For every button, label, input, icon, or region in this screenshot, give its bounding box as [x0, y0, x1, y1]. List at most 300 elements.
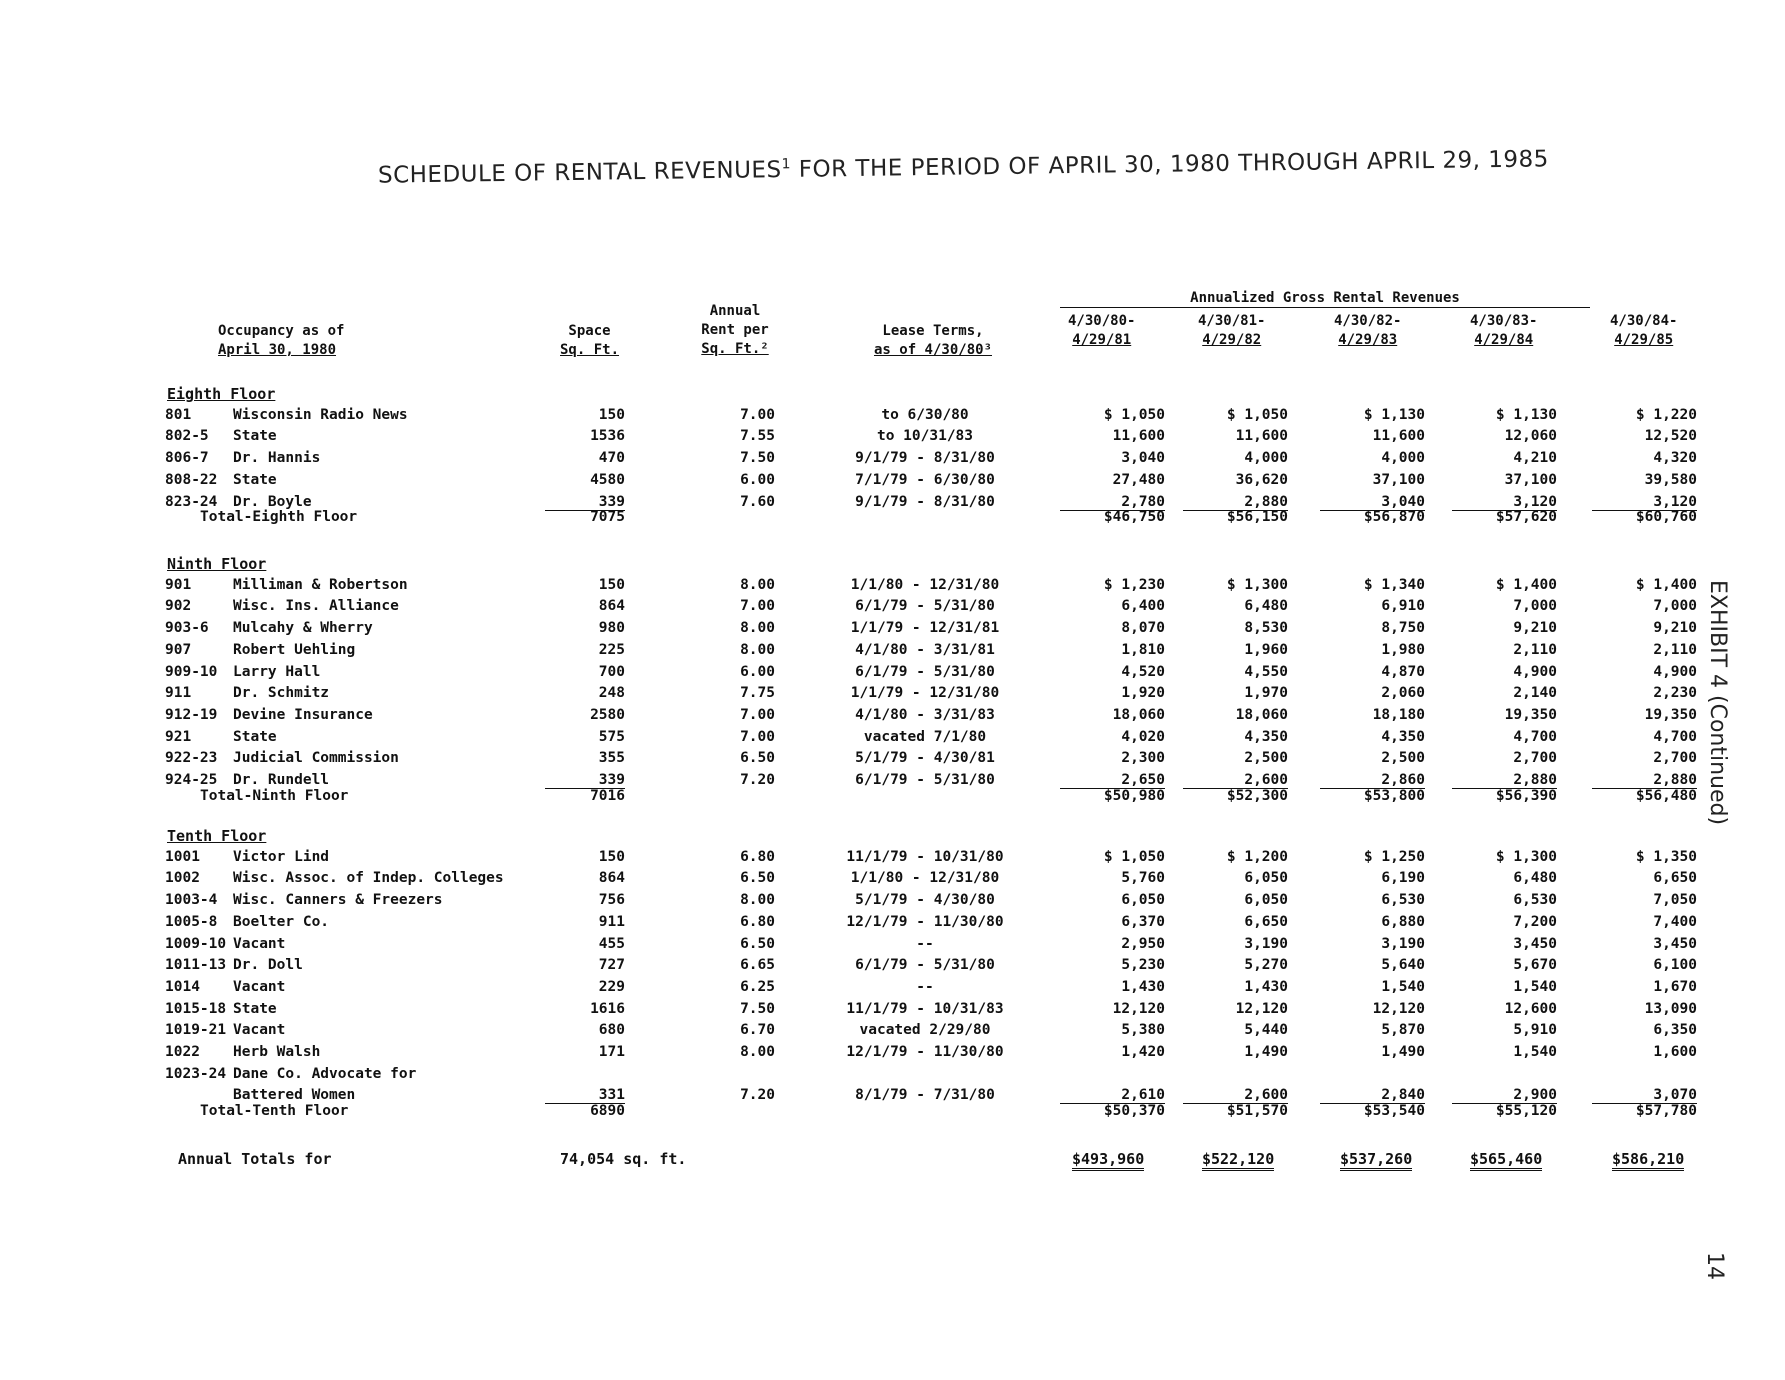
revenue-period-5: 6,650	[1653, 870, 1697, 887]
table-row	[0, 1022, 1785, 1044]
revenue-period-2: 1,970	[1244, 685, 1288, 702]
header-period-2-start: 4/30/81-	[1198, 313, 1266, 329]
lease-terms: 9/1/79 - 8/31/80	[855, 450, 995, 467]
revenue-period-5: $ 1,220	[1635, 406, 1697, 423]
unit-number: 1019-21	[165, 1022, 227, 1039]
unit-number: 1015-18	[165, 1000, 227, 1017]
space-sqft: 575	[598, 728, 625, 745]
revenue-period-1: 18,060	[1112, 706, 1165, 723]
rent-per-sqft: 7.20	[740, 1087, 775, 1104]
table-row	[0, 936, 1785, 958]
revenue-period-5: 4,900	[1653, 663, 1697, 680]
revenue-period-2: 8,530	[1244, 620, 1288, 637]
revenue-period-1: 2,780	[1060, 494, 1165, 511]
tenant-name: Herb Walsh	[233, 1044, 321, 1060]
lease-terms: 11/1/79 - 10/31/80	[846, 848, 1004, 865]
table-row	[0, 577, 1785, 599]
unit-number: 801	[165, 406, 192, 423]
revenue-period-4: 5,670	[1513, 957, 1557, 974]
revenue-period-1: 1,920	[1121, 685, 1165, 702]
section-total-period-5: $56,480	[1635, 787, 1697, 804]
section-total-period-3: $53,800	[1363, 787, 1425, 804]
revenue-period-5: $ 1,350	[1635, 848, 1697, 865]
revenue-period-2: 5,270	[1244, 957, 1288, 974]
space-sqft: 225	[598, 641, 625, 658]
revenue-period-4: 4,210	[1513, 450, 1557, 467]
tenant-name: Dr. Boyle	[233, 493, 312, 510]
revenue-period-4: 9,210	[1513, 620, 1557, 637]
table-row	[0, 979, 1785, 1001]
section-total-label: Total-Ninth Floor	[200, 787, 349, 804]
revenue-period-1: 4,520	[1121, 663, 1165, 680]
header-occupancy	[218, 322, 344, 360]
table-row	[0, 957, 1785, 979]
rent-per-sqft: 7.00	[740, 728, 775, 745]
revenue-period-3: 18,180	[1372, 706, 1425, 723]
rent-per-sqft: 7.00	[740, 406, 775, 423]
revenue-period-4: 12,600	[1504, 1000, 1557, 1017]
unit-number: 1001	[165, 848, 200, 865]
revenue-period-2: 4,350	[1244, 728, 1288, 745]
header-period-5-end: 4/29/85	[1614, 332, 1674, 348]
rent-per-sqft: 8.00	[740, 620, 775, 637]
table-row	[0, 870, 1785, 892]
revenue-period-3: 4,350	[1381, 728, 1425, 745]
lease-terms: 6/1/79 - 5/31/80	[855, 663, 995, 680]
section-total-period-4: $56,390	[1495, 787, 1557, 804]
revenue-period-5: 3,070	[1592, 1087, 1697, 1104]
revenue-period-1: 3,040	[1121, 450, 1165, 467]
unit-number: 1011-13	[165, 957, 227, 974]
revenue-period-3: 6,910	[1381, 598, 1425, 615]
revenue-period-3: 1,980	[1381, 641, 1425, 658]
header-period-1-end: 4/29/81	[1072, 332, 1132, 348]
header-period-1-start: 4/30/80-	[1068, 313, 1136, 329]
space-sqft: 4580	[590, 471, 625, 488]
revenue-period-2: 1,960	[1244, 641, 1288, 658]
table-row	[0, 707, 1785, 729]
revenue-period-1: 4,020	[1121, 728, 1165, 745]
revenue-period-4: 2,110	[1513, 641, 1557, 658]
table-row	[0, 1066, 1785, 1088]
revenue-period-2: 5,440	[1244, 1022, 1288, 1039]
section-title: Tenth Floor	[167, 827, 267, 845]
header-period-4	[1470, 312, 1537, 350]
space-sqft: 2580	[590, 706, 625, 723]
header-space-line1: Space	[568, 323, 611, 339]
revenue-period-4: 7,200	[1513, 913, 1557, 930]
section-total-row	[0, 509, 1785, 531]
unit-number: 907	[165, 641, 192, 658]
revenue-period-2: 4,000	[1244, 450, 1288, 467]
lease-terms: 5/1/79 - 4/30/81	[855, 750, 995, 767]
revenue-period-4: 5,910	[1513, 1022, 1557, 1039]
revenue-period-5: 4,320	[1653, 450, 1697, 467]
table-row	[0, 642, 1785, 664]
revenue-period-5: 2,230	[1653, 685, 1697, 702]
revenue-period-3: 37,100	[1372, 471, 1425, 488]
space-sqft: 229	[598, 978, 625, 995]
revenue-period-2: 3,190	[1244, 935, 1288, 952]
tenant-name: Dr. Doll	[233, 957, 303, 974]
section-total-period-5: $60,760	[1635, 509, 1697, 526]
tenant-name: Dr. Hannis	[233, 450, 321, 467]
revenue-period-5: 13,090	[1644, 1000, 1697, 1017]
unit-number: 901	[165, 576, 192, 593]
rent-per-sqft: 8.00	[740, 892, 775, 909]
rent-per-sqft: 6.50	[740, 750, 775, 767]
revenue-period-2: 1,490	[1244, 1044, 1288, 1060]
revenue-period-3: 6,190	[1381, 870, 1425, 887]
unit-number: 924-25	[165, 772, 218, 788]
unit-number: 806-7	[165, 450, 209, 467]
tenant-name: Battered Women	[233, 1087, 356, 1104]
rent-per-sqft: 7.55	[740, 428, 775, 445]
revenue-period-2: 36,620	[1235, 471, 1288, 488]
table-row	[0, 750, 1785, 772]
unit-number: 1022	[165, 1044, 200, 1060]
unit-number: 1005-8	[165, 913, 218, 930]
revenue-period-5: 2,110	[1653, 641, 1697, 658]
revenue-period-1: 11,600	[1112, 428, 1165, 445]
rent-per-sqft: 7.75	[740, 685, 775, 702]
revenue-period-3: $ 1,130	[1363, 406, 1425, 423]
section-total-space: 6890	[590, 1103, 625, 1120]
space-sqft: 331	[545, 1087, 625, 1104]
section-total-period-2: $51,570	[1226, 1103, 1288, 1120]
revenue-period-3: 3,040	[1320, 494, 1425, 511]
revenue-period-5: 6,350	[1653, 1022, 1697, 1039]
lease-terms: vacated 2/29/80	[859, 1022, 991, 1039]
space-sqft: 455	[598, 935, 625, 952]
revenue-period-1: 6,050	[1121, 892, 1165, 909]
section-total-label: Total-Tenth Floor	[200, 1103, 349, 1120]
rent-per-sqft: 7.00	[740, 598, 775, 615]
revenue-period-4: 2,900	[1452, 1087, 1557, 1104]
revenue-period-3: 3,190	[1381, 935, 1425, 952]
revenue-period-5: 1,670	[1653, 978, 1697, 995]
revenue-period-1: 6,400	[1121, 598, 1165, 615]
rent-per-sqft: 6.80	[740, 848, 775, 865]
revenue-period-3: 5,640	[1381, 957, 1425, 974]
header-lease-line2: as of 4/30/80³	[873, 342, 992, 358]
unit-number: 802-5	[165, 428, 209, 445]
revenue-period-1: 2,950	[1121, 935, 1165, 952]
tenant-name: Milliman & Robertson	[233, 576, 408, 593]
header-period-2	[1198, 312, 1265, 350]
space-sqft: 171	[598, 1044, 625, 1060]
revenue-period-1: 2,650	[1060, 772, 1165, 789]
tenant-name: Boelter Co.	[233, 913, 330, 930]
space-sqft: 470	[598, 450, 625, 467]
rent-per-sqft: 7.50	[740, 450, 775, 467]
tenant-name: Mulcahy & Wherry	[233, 620, 373, 637]
table-row	[0, 892, 1785, 914]
lease-terms: 1/1/80 - 12/31/80	[850, 870, 1000, 887]
section-total-label: Total-Eighth Floor	[200, 509, 358, 526]
revenue-period-3: $ 1,250	[1363, 848, 1425, 865]
revenue-period-1: 1,430	[1121, 978, 1165, 995]
revenue-period-4: $ 1,130	[1495, 406, 1557, 423]
section-total-space: 7075	[590, 509, 625, 526]
section-total-period-1: $50,980	[1103, 787, 1165, 804]
section-title: Eighth Floor	[167, 385, 276, 403]
revenue-period-3: 4,870	[1381, 663, 1425, 680]
header-rent-line0: Annual	[709, 303, 761, 319]
header-period-5	[1610, 312, 1677, 350]
revenue-period-5: 2,700	[1653, 750, 1697, 767]
header-occupancy-line2: April 30, 1980	[218, 342, 337, 358]
tenant-name: Wisc. Ins. Alliance	[233, 598, 399, 615]
revenue-period-3: 1,490	[1381, 1044, 1425, 1060]
grand-total-period-4: $565,460	[1470, 1150, 1542, 1171]
lease-terms: 6/1/79 - 5/31/80	[855, 957, 995, 974]
table-row	[0, 729, 1785, 751]
header-period-4-end: 4/29/84	[1474, 332, 1534, 348]
space-sqft: 756	[598, 892, 625, 909]
section-total-space: 7016	[590, 787, 625, 804]
revenue-period-5: 7,050	[1653, 892, 1697, 909]
header-period-5-start: 4/30/84-	[1610, 313, 1678, 329]
lease-terms: 12/1/79 - 11/30/80	[846, 913, 1004, 930]
revenue-period-2: $ 1,300	[1226, 576, 1288, 593]
space-sqft: 700	[598, 663, 625, 680]
table-row	[0, 914, 1785, 936]
revenue-period-2: 6,050	[1244, 870, 1288, 887]
header-rent-line1: Rent per	[701, 322, 769, 338]
revenue-period-5: $ 1,400	[1635, 576, 1697, 593]
revenue-period-4: 19,350	[1504, 706, 1557, 723]
section-total-row	[0, 788, 1785, 810]
revenue-period-3: 2,060	[1381, 685, 1425, 702]
revenue-period-1: $ 1,050	[1103, 406, 1165, 423]
space-sqft: 339	[545, 772, 625, 789]
section-total-row	[0, 1103, 1785, 1125]
section-total-period-4: $55,120	[1495, 1103, 1557, 1120]
space-sqft: 980	[598, 620, 625, 637]
lease-terms: 12/1/79 - 11/30/80	[846, 1044, 1004, 1060]
header-period-2-end: 4/29/82	[1202, 332, 1262, 348]
revenue-period-2: 6,480	[1244, 598, 1288, 615]
table-row	[0, 1001, 1785, 1023]
revenue-period-4: 1,540	[1513, 978, 1557, 995]
revenue-period-2: 2,500	[1244, 750, 1288, 767]
revenue-period-4: $ 1,300	[1495, 848, 1557, 865]
revenue-period-2: $ 1,200	[1226, 848, 1288, 865]
revenue-period-5: 7,400	[1653, 913, 1697, 930]
revenue-period-1: 1,810	[1121, 641, 1165, 658]
revenue-period-4: 7,000	[1513, 598, 1557, 615]
tenant-name: Dr. Rundell	[233, 772, 330, 788]
page-number: 14	[1702, 1252, 1727, 1280]
revenue-period-2: 1,430	[1244, 978, 1288, 995]
revenue-period-4: 37,100	[1504, 471, 1557, 488]
tenant-name: State	[233, 728, 277, 745]
rent-per-sqft: 6.50	[740, 935, 775, 952]
table-row	[0, 849, 1785, 871]
rent-per-sqft: 6.80	[740, 913, 775, 930]
header-space-line2: Sq. Ft.	[560, 342, 620, 358]
revenue-period-4: $ 1,400	[1495, 576, 1557, 593]
space-sqft: 248	[598, 685, 625, 702]
tenant-name: State	[233, 428, 277, 445]
revenue-period-1: 12,120	[1112, 1000, 1165, 1017]
revenue-period-1: 8,070	[1121, 620, 1165, 637]
revenue-period-1: 2,610	[1060, 1087, 1165, 1104]
unit-number: 1002	[165, 870, 200, 887]
revenue-period-3: 12,120	[1372, 1000, 1425, 1017]
rent-per-sqft: 8.00	[740, 1044, 775, 1060]
header-period-3	[1334, 312, 1401, 350]
section-total-period-3: $56,870	[1363, 509, 1425, 526]
rent-per-sqft: 6.25	[740, 978, 775, 995]
space-sqft: 1616	[590, 1000, 625, 1017]
grand-total-period-1: $493,960	[1072, 1150, 1144, 1171]
tenant-name: Wisconsin Radio News	[233, 406, 408, 423]
space-sqft: 1536	[590, 428, 625, 445]
revenue-period-2: 6,050	[1244, 892, 1288, 909]
revenue-period-3: 2,500	[1381, 750, 1425, 767]
tenant-name: Vacant	[233, 935, 286, 952]
revenue-period-5: 1,600	[1653, 1044, 1697, 1060]
header-occupancy-line1: Occupancy as of	[218, 323, 345, 339]
header-rent	[690, 302, 780, 359]
section-title: Ninth Floor	[167, 555, 267, 573]
table-row	[0, 450, 1785, 472]
tenant-name: Wisc. Canners & Freezers	[233, 892, 443, 909]
header-period-3-end: 4/29/83	[1338, 332, 1398, 348]
revenue-period-5: 6,100	[1653, 957, 1697, 974]
table-row	[0, 407, 1785, 429]
header-lease	[858, 322, 1008, 360]
lease-terms: to 6/30/80	[881, 406, 969, 423]
revenue-period-5: 39,580	[1644, 471, 1697, 488]
header-period-4-start: 4/30/83-	[1470, 313, 1538, 329]
unit-number: 911	[165, 685, 192, 702]
revenue-period-4: 3,120	[1452, 494, 1557, 511]
revenue-period-2: 11,600	[1235, 428, 1288, 445]
revenue-period-1: 6,370	[1121, 913, 1165, 930]
revenue-period-4: 2,880	[1452, 772, 1557, 789]
unit-number: 902	[165, 598, 192, 615]
revenue-period-4: 4,700	[1513, 728, 1557, 745]
header-lease-line1: Lease Terms,	[882, 323, 984, 339]
revenue-period-1: 2,300	[1121, 750, 1165, 767]
revenue-period-4: 12,060	[1504, 428, 1557, 445]
revenue-period-1: $ 1,050	[1103, 848, 1165, 865]
tenant-name: Judicial Commission	[233, 750, 399, 767]
tenant-name: Robert Uehling	[233, 641, 356, 658]
revenue-period-5: 12,520	[1644, 428, 1697, 445]
rent-per-sqft: 6.65	[740, 957, 775, 974]
unit-number: 823-24	[165, 493, 218, 510]
rent-per-sqft: 7.00	[740, 706, 775, 723]
revenue-period-5: 2,880	[1592, 772, 1697, 789]
unit-number: 909-10	[165, 663, 218, 680]
lease-terms: 4/1/80 - 3/31/83	[855, 706, 995, 723]
tenant-name: Devine Insurance	[233, 706, 373, 723]
lease-terms: 1/1/79 - 12/31/80	[850, 685, 1000, 702]
tenant-name: Larry Hall	[233, 663, 321, 680]
lease-terms: --	[916, 935, 934, 952]
grand-total-row	[0, 1150, 1785, 1176]
revenue-period-1: 5,380	[1121, 1022, 1165, 1039]
unit-number: 1009-10	[165, 935, 227, 952]
rent-per-sqft: 7.50	[740, 1000, 775, 1017]
space-sqft: 339	[545, 494, 625, 511]
revenue-period-3: 8,750	[1381, 620, 1425, 637]
revenue-period-1: 27,480	[1112, 471, 1165, 488]
space-sqft: 911	[598, 913, 625, 930]
revenue-period-2: 2,600	[1183, 772, 1288, 789]
tenant-name: Vacant	[233, 978, 286, 995]
grand-total-period-5: $586,210	[1612, 1150, 1684, 1171]
space-sqft: 727	[598, 957, 625, 974]
revenue-period-4: 2,700	[1513, 750, 1557, 767]
tenant-name: Dr. Schmitz	[233, 685, 330, 702]
revenue-period-3: 6,530	[1381, 892, 1425, 909]
revenue-period-3: 2,860	[1320, 772, 1425, 789]
unit-number: 1023-24	[165, 1065, 227, 1082]
table-row	[0, 598, 1785, 620]
rent-per-sqft: 6.00	[740, 663, 775, 680]
grand-total-period-3: $537,260	[1340, 1150, 1412, 1171]
unit-number: 1014	[165, 978, 200, 995]
rent-per-sqft: 6.50	[740, 870, 775, 887]
revenue-period-3: 11,600	[1372, 428, 1425, 445]
tenant-name: Victor Lind	[233, 848, 330, 865]
unit-number: 808-22	[165, 471, 218, 488]
revenue-period-3: $ 1,340	[1363, 576, 1425, 593]
revenue-period-1: 5,230	[1121, 957, 1165, 974]
rent-per-sqft: 6.70	[740, 1022, 775, 1039]
revenue-period-2: 4,550	[1244, 663, 1288, 680]
rent-per-sqft: 8.00	[740, 576, 775, 593]
rent-per-sqft: 8.00	[740, 641, 775, 658]
lease-terms: 11/1/79 - 10/31/83	[846, 1000, 1004, 1017]
revenue-period-3: 6,880	[1381, 913, 1425, 930]
revenue-period-3: 5,870	[1381, 1022, 1425, 1039]
lease-terms: 4/1/80 - 3/31/81	[855, 641, 995, 658]
tenant-name: Dane Co. Advocate for	[233, 1065, 417, 1082]
revenue-period-3: 4,000	[1381, 450, 1425, 467]
tenant-name: Vacant	[233, 1022, 286, 1039]
table-row	[0, 620, 1785, 642]
grand-total-label: Annual Totals for	[178, 1150, 332, 1168]
lease-terms: 9/1/79 - 8/31/80	[855, 493, 995, 510]
revenue-period-4: 1,540	[1513, 1044, 1557, 1060]
space-sqft: 150	[598, 406, 625, 423]
exhibit-label: EXHIBIT 4 (Continued)	[1705, 580, 1730, 826]
revenue-period-2: 6,650	[1244, 913, 1288, 930]
rent-per-sqft: 7.20	[740, 772, 775, 788]
revenue-period-2: 12,120	[1235, 1000, 1288, 1017]
revenue-period-1: $ 1,230	[1103, 576, 1165, 593]
lease-terms: 6/1/79 - 5/31/80	[855, 772, 995, 788]
grand-total-space: 74,054 sq. ft.	[560, 1150, 687, 1168]
revenue-period-1: 1,420	[1121, 1044, 1165, 1060]
revenue-period-5: 3,120	[1592, 494, 1697, 511]
section-total-period-2: $52,300	[1226, 787, 1288, 804]
rent-per-sqft: 7.60	[740, 493, 775, 510]
space-sqft: 864	[598, 870, 625, 887]
unit-number: 903-6	[165, 620, 209, 637]
tenant-name: State	[233, 471, 277, 488]
header-revenue-group: Annualized Gross Rental Revenues	[1060, 290, 1590, 308]
header-period-1	[1068, 312, 1135, 350]
page-title: SCHEDULE OF RENTAL REVENUES$^1$ FOR THE PERIOD OF APRIL 30, 1980 THROUGH APRIL 29, 1985	[377, 146, 1550, 189]
lease-terms: to 10/31/83	[876, 428, 974, 445]
